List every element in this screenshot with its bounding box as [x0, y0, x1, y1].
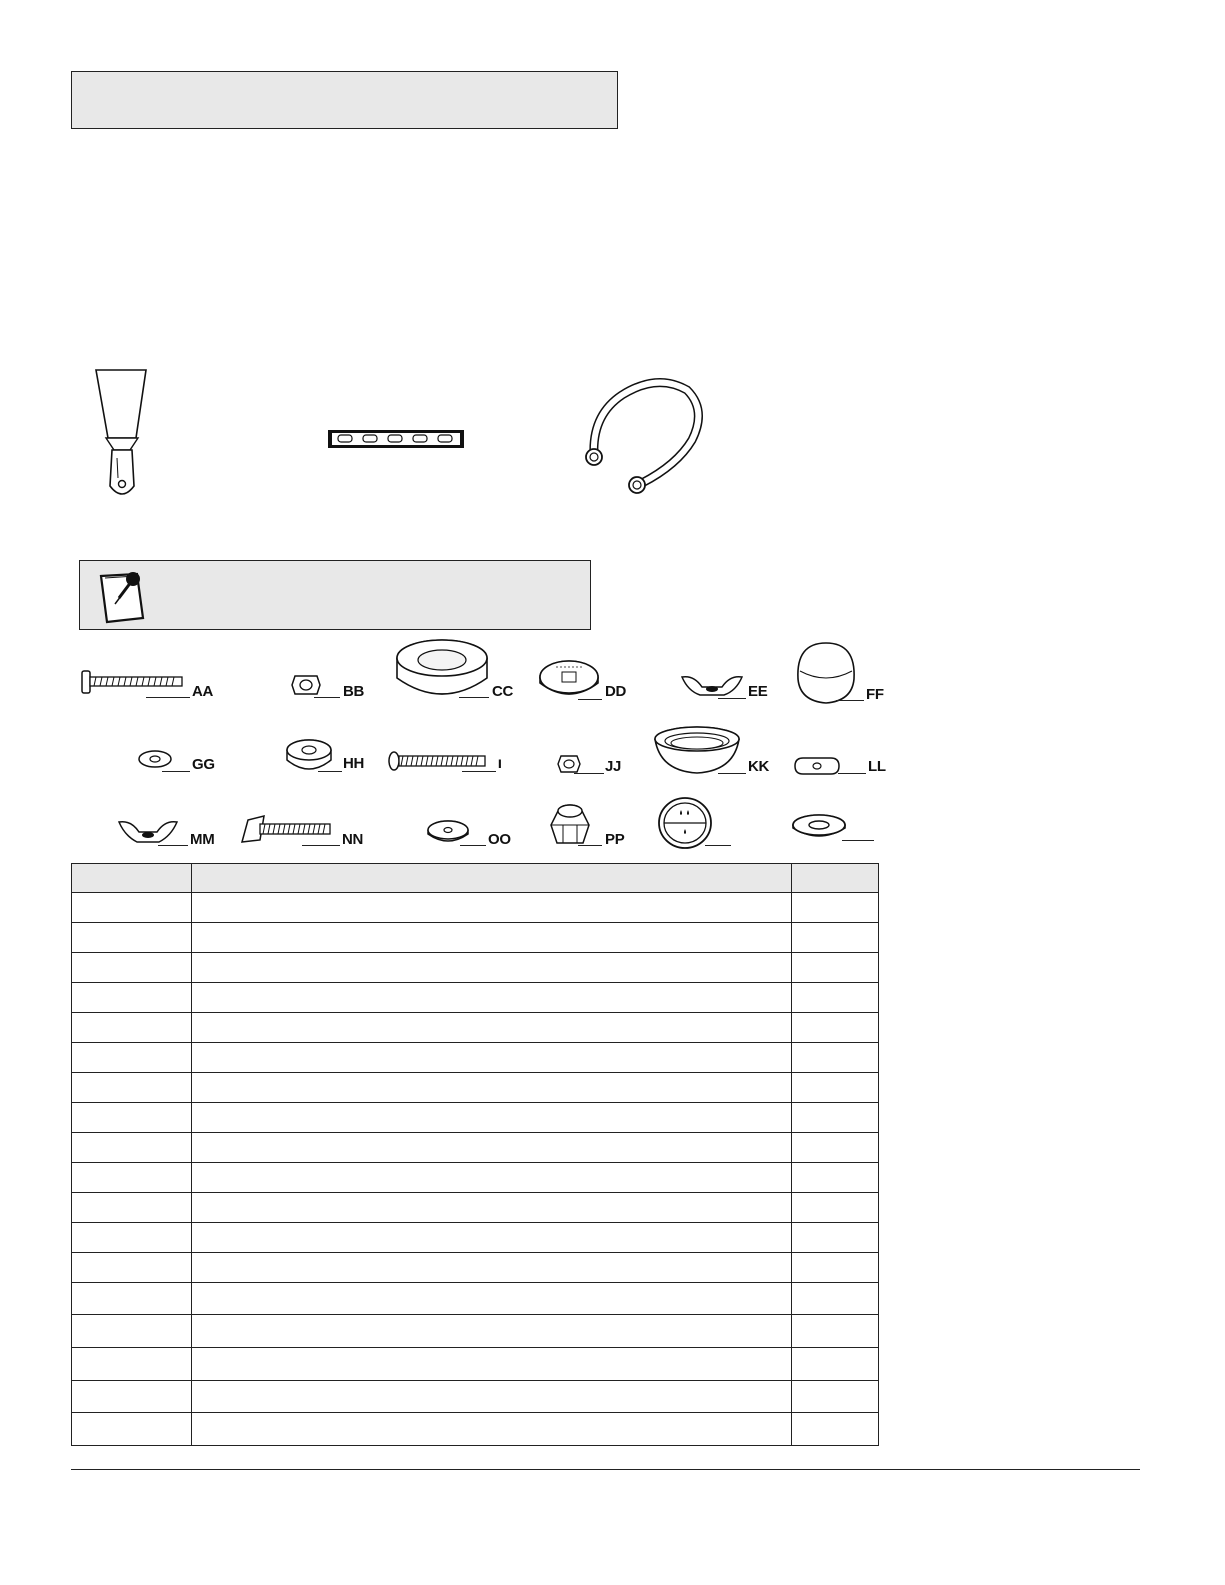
- table-row: [72, 1193, 879, 1223]
- hardware-label-jj: JJ: [605, 758, 622, 775]
- hardware-label-ii: II: [498, 757, 499, 771]
- gasket-kk-icon: [652, 725, 742, 777]
- leader-line: [718, 698, 746, 699]
- washer-ll-icon: [793, 755, 841, 777]
- leader-line: [462, 771, 496, 772]
- table-row: [72, 1348, 879, 1381]
- level-icon: [327, 429, 465, 449]
- hardware-label-aa: AA: [192, 683, 214, 700]
- cap-dd-icon: [538, 659, 600, 701]
- table-row: [72, 1253, 879, 1283]
- table-row: [72, 1013, 879, 1043]
- bolt-cap-ff-icon: [794, 641, 858, 705]
- table-row: [72, 1103, 879, 1133]
- hardware-label-ll: LL: [868, 758, 886, 775]
- table-row: [72, 1163, 879, 1193]
- table-row: [72, 1073, 879, 1103]
- note-pushpin-icon: [97, 566, 155, 626]
- table-row: [72, 1223, 879, 1253]
- leader-line: [705, 845, 731, 846]
- leader-line: [146, 697, 190, 698]
- hardware-label-pp: PP: [605, 831, 625, 848]
- putty-knife-icon: [92, 368, 152, 503]
- wing-nut-mm-icon: [117, 818, 179, 846]
- wax-ring-cc-icon: [395, 638, 490, 700]
- leader-line: [318, 771, 342, 772]
- flat-washer-icon: [790, 812, 848, 840]
- hardware-label-nn: NN: [342, 831, 364, 848]
- table-row: [72, 1315, 879, 1348]
- table-header-row: [72, 864, 879, 893]
- nut-cap-pp-icon: [547, 803, 593, 847]
- leader-line: [836, 700, 864, 701]
- leader-line: [162, 771, 190, 772]
- section-header-banner: [71, 71, 618, 129]
- leader-line: [578, 845, 602, 846]
- leader-line: [838, 773, 866, 774]
- leader-line: [842, 840, 874, 841]
- leader-line: [460, 845, 486, 846]
- hardware-label-oo: OO: [488, 831, 511, 848]
- hardware-label-dd: DD: [605, 683, 627, 700]
- leader-line: [302, 845, 340, 846]
- table-row: [72, 1133, 879, 1163]
- washer-oo-icon: [425, 818, 471, 846]
- table-row: [72, 923, 879, 953]
- hardware-label-cc: CC: [492, 683, 514, 700]
- footer-divider: [71, 1469, 1140, 1470]
- hardware-label-ee: EE: [748, 683, 768, 700]
- hardware-label-gg: GG: [192, 756, 215, 773]
- washer-gg-icon: [137, 748, 173, 770]
- table-row: [72, 893, 879, 923]
- table-row: [72, 983, 879, 1013]
- leader-line: [578, 699, 602, 700]
- bolt-cap-base-hh-icon: [285, 738, 341, 774]
- header-cell-part: [72, 864, 192, 893]
- t-bolt-nn-icon: [240, 812, 332, 848]
- wing-nut-ee-icon: [680, 673, 744, 701]
- leader-line: [158, 845, 188, 846]
- leader-line: [314, 697, 340, 698]
- hex-nut-jj-icon: [556, 753, 582, 775]
- table-row: [72, 953, 879, 983]
- tank-bolt-ii-icon: [387, 750, 487, 772]
- hardware-label-mm: MM: [190, 831, 215, 848]
- note-banner: [79, 560, 591, 630]
- hardware-label-kk: KK: [748, 758, 770, 775]
- header-cell-quantity: [792, 864, 879, 893]
- table-row: [72, 1283, 879, 1315]
- parts-table: [71, 863, 879, 1446]
- hardware-label-bb: BB: [343, 683, 365, 700]
- hex-nut-bb-icon: [290, 672, 322, 698]
- table-row: [72, 1413, 879, 1446]
- flush-button-icon: [656, 796, 714, 852]
- header-cell-description: [192, 864, 792, 893]
- bolt-aa-icon: [80, 669, 185, 695]
- table-row: [72, 1381, 879, 1413]
- leader-line: [718, 773, 746, 774]
- leader-line: [459, 697, 489, 698]
- hardware-label-hh: HH: [343, 755, 365, 772]
- hardware-label-ff: FF: [866, 686, 884, 703]
- leader-line: [574, 773, 604, 774]
- water-supply-line-icon: [582, 375, 707, 500]
- table-row: [72, 1043, 879, 1073]
